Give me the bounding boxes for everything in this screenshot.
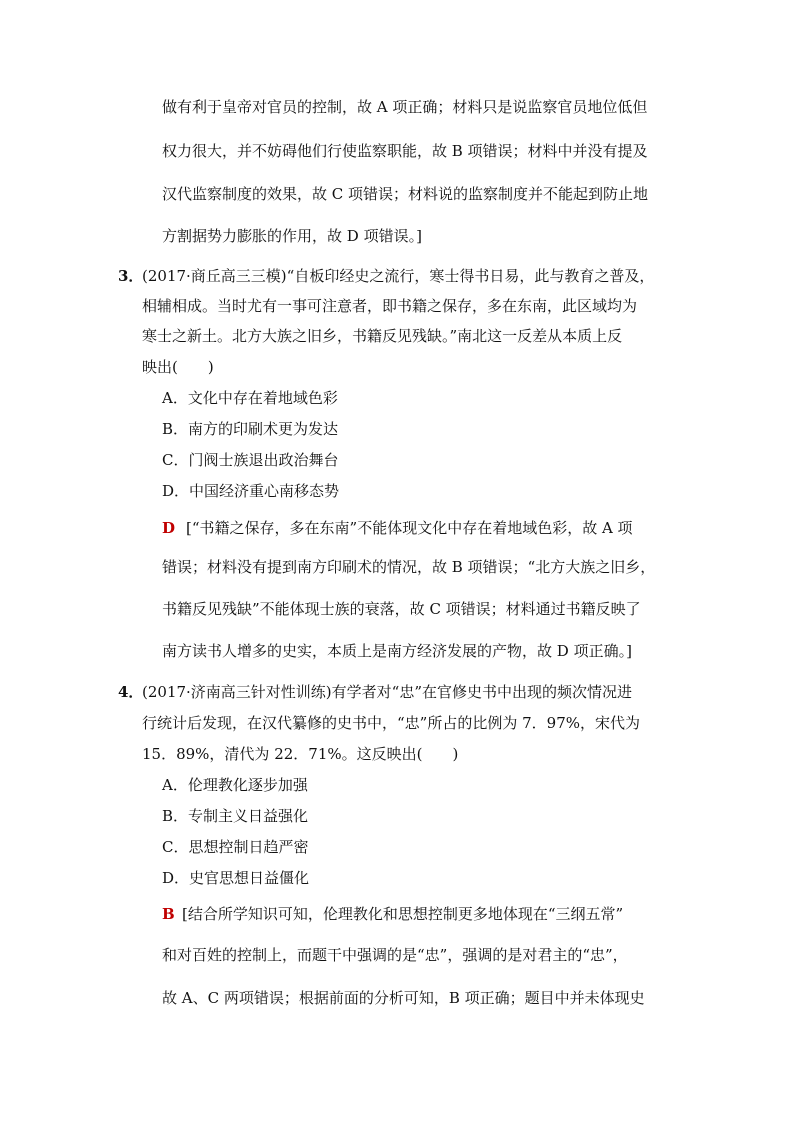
question-stem-line: 相辅相成。当时尤有一事可注意者，即书籍之保存，多在东南，此区域均为 [142, 297, 638, 315]
question-stem-line: 寒士之新土。北方大族之旧乡，书籍反见残缺。”南北这一反差从本质上反 [142, 327, 623, 345]
option-d: D．史官思想日益僵化 [162, 869, 310, 887]
option-c: C．思想控制日趋严密 [162, 838, 309, 856]
explanation-line: [“书籍之保存，多在东南”不能体现文化中存在着地域色彩，故 A 项 [186, 519, 633, 537]
explanation-line: 南方读书人增多的史实，本质上是南方经济发展的产物，故 D 项正确。] [162, 642, 632, 660]
explanation-line: 做有利于皇帝对官员的控制，故 A 项正确；材料只是说监察官员地位低但 [162, 98, 648, 116]
explanation-line: 汉代监察制度的效果，故 C 项错误；材料说的监察制度并不能起到防止地 [162, 185, 649, 203]
question-stem-line: 行统计后发现，在汉代纂修的史书中，“忠”所占的比例为 7．97%，宋代为 [142, 714, 640, 732]
explanation-line: [结合所学知识可知，伦理教化和思想控制更多地体现在“三纲五常” [182, 905, 624, 923]
explanation-line: 故 A、C 两项错误；根据前面的分析可知，B 项正确；题目中并未体现史 [162, 989, 645, 1007]
question-stem-line: 映出( ) [142, 358, 214, 376]
option-a: A．文化中存在着地域色彩 [162, 389, 338, 407]
question-stem-line: 15．89%，清代为 22．71%。这反映出( ) [142, 745, 459, 763]
explanation-line: 方割据势力膨胀的作用，故 D 项错误。] [162, 227, 422, 245]
option-b: B．南方的印刷术更为发达 [162, 420, 339, 438]
explanation-line: 错误；材料没有提到南方印刷术的情况，故 B 项错误；“北方大族之旧乡， [162, 558, 656, 576]
option-a: A．伦理教化逐步加强 [162, 776, 308, 794]
question-stem-line: (2017·济南高三针对性训练)有学者对“忠”在官修史书中出现的频次情况进 [142, 683, 632, 701]
question-number: 4． [118, 683, 144, 701]
answer-letter: B [162, 905, 175, 923]
option-c: C．门阀士族退出政治舞台 [162, 451, 339, 469]
answer-letter: D [162, 519, 176, 537]
question-stem-line: (2017·商丘高三三模)“自板印经史之流行，寒士得书日易，此与教育之普及， [142, 267, 655, 285]
explanation-line: 书籍反见残缺”不能体现士族的衰落，故 C 项错误；材料通过书籍反映了 [162, 600, 641, 618]
explanation-line: 权力很大，并不妨碍他们行使监察职能，故 B 项错误；材料中并没有提及 [162, 142, 648, 160]
explanation-line: 和对百姓的控制上，而题干中强调的是“忠”，强调的是对君主的“忠”， [162, 946, 628, 964]
option-b: B．专制主义日益强化 [162, 807, 309, 825]
option-d: D．中国经济重心南移态势 [162, 482, 340, 500]
question-number: 3． [118, 267, 144, 285]
